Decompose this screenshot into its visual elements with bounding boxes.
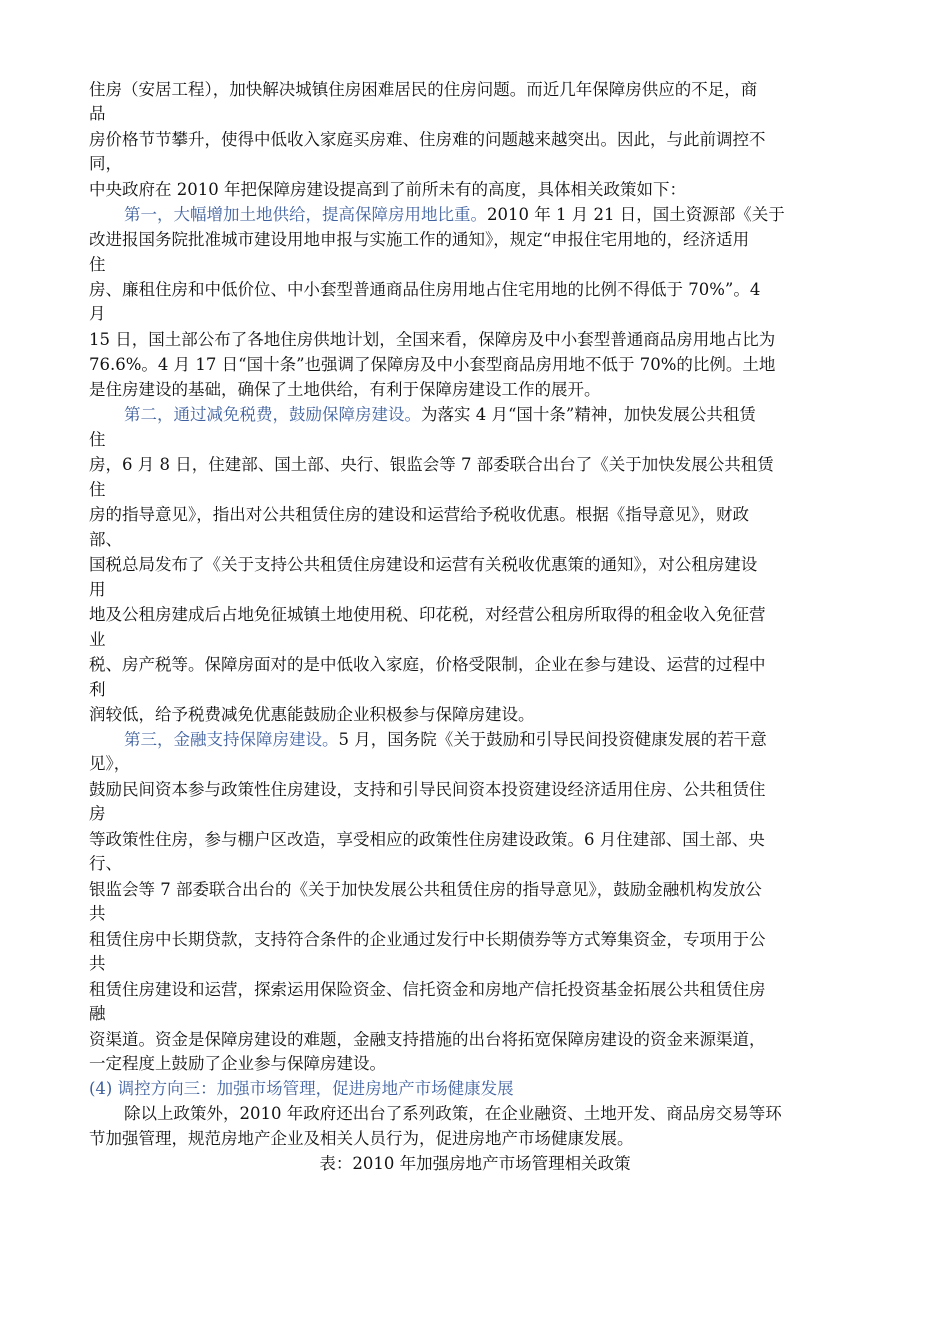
body-line: 税、房产税等。保障房面对的是中低收入家庭，价格受限制，企业在参与建设、运营的过程中 [89,655,766,674]
body-line: 润较低，给予税费减免优惠能鼓励企业积极参与保障房建设。 [89,705,535,724]
policy-heading-finance: 第三，金融支持保障房建设。 [124,730,339,749]
body-line: 银监会等 7 部委联合出台的《关于加快发展公共租赁住房的指导意见》，鼓励金融机构发放公 [89,880,762,899]
body-line: 等政策性住房，参与棚户区改造，享受相应的政策性住房建设政策。6 月住建部、国土部、央 [89,830,765,849]
policy-heading-land: 第一，大幅增加土地供给，提高保障房用地比重。 [124,205,487,224]
section-heading [89,1077,514,1101]
body-line: 同， [89,154,122,173]
body-line: 中央政府在 2010 年把保障房建设提高到了前所未有的高度，具体相关政策如下： [89,180,686,199]
body-line: 76.6%。4 月 17 日“国十条”也强调了保障房及中小套型商品房用地不低于 70%的比例。土地 [89,355,776,374]
body-line: 鼓励民间资本参与政策性住房建设，支持和引导民间资本投资建设经济适用住房、公共租赁住 [89,780,766,799]
body-line: 用 [89,580,106,599]
table-caption: 表：2010 年加强房地产市场管理相关政策 [319,1154,631,1173]
body-line: 住 [89,430,106,449]
body-text: 2010 年 1 月 21 日，国土资源部《关于 [487,205,785,224]
paragraph-first-line [124,403,756,427]
body-line: 业 [89,630,106,649]
body-line: 行、 [89,854,122,873]
body-line: 房，6 月 8 日，住建部、国土部、央行、银监会等 7 部委联合出台了《关于加快发展公共租赁 [89,455,774,474]
body-line: 住 [89,480,106,499]
section-heading-text: (4) 调控方向三：加强市场管理，促进房地产市场健康发展 [89,1079,514,1098]
body-line: 利 [89,680,106,699]
body-line: 房 [89,804,106,823]
body-line: 融 [89,1004,106,1023]
paragraph-first-line [124,203,785,227]
body-line: 租赁住房中长期贷款，支持符合条件的企业通过发行中长期债券等方式筹集资金，专项用于公 [89,930,766,949]
body-line: 国税总局发布了《关于支持公共租赁住房建设和运营有关税收优惠策的通知》，对公租房建设 [89,555,758,574]
body-line: 房的指导意见》，指出对公共租赁住房的建设和运营给予税收优惠。根据《指导意见》，财政 [89,505,749,524]
body-line: 共 [89,954,106,973]
body-line: 节加强管理，规范房地产企业及相关人员行为，促进房地产市场健康发展。 [89,1129,634,1148]
body-line: 见》， [89,754,131,773]
body-text: 为落实 4 月“国十条”精神，加快发展公共租赁 [421,405,756,424]
body-line: 房、廉租住房和中低价位、中小套型普通商品住房用地占住宅用地的比例不得低于 70%”。4 [89,280,761,299]
body-line: 品 [89,104,106,123]
body-line: 15 日，国土部公布了各地住房供地计划，全国来看，保障房及中小套型普通商品房用地占比为 [89,330,776,349]
body-line: 租赁住房建设和运营，探索运用保险资金、信托资金和房地产信托投资基金拓展公共租赁住房 [89,980,766,999]
body-line: 住 [89,255,106,274]
body-line: 房价格节节攀升，使得中低收入家庭买房难、住房难的问题越来越突出。因此，与此前调控不 [89,130,766,149]
body-text: 5 月，国务院《关于鼓励和引导民间投资健康发展的若干意 [338,730,767,749]
body-line: 资渠道。资金是保障房建设的难题，金融支持措施的出台将拓宽保障房建设的资金来源渠道， [89,1030,766,1049]
paragraph-first-line: 除以上政策外，2010 年政府还出台了系列政策，在企业融资、土地开发、商品房交易等环 [124,1104,782,1123]
body-line: 一定程度上鼓励了企业参与保障房建设。 [89,1054,386,1073]
body-line: 地及公租房建成后占地免征城镇土地使用税、印花税，对经营公租房所取得的租金收入免征营 [89,605,766,624]
body-line: 月 [89,304,106,323]
body-line: 共 [89,904,106,923]
body-line: 是住房建设的基础，确保了土地供给，有利于保障房建设工作的展开。 [89,380,601,399]
paragraph-first-line [124,728,767,752]
body-line: 改进报国务院批准城市建设用地申报与实施工作的通知》，规定“申报住宅用地的，经济适用 [89,230,750,249]
policy-heading-tax: 第二，通过减免税费，鼓励保障房建设。 [124,405,421,424]
body-line: 部、 [89,530,122,549]
body-line: 住房（安居工程），加快解决城镇住房困难居民的住房问题。而近几年保障房供应的不足，商 [89,80,758,99]
